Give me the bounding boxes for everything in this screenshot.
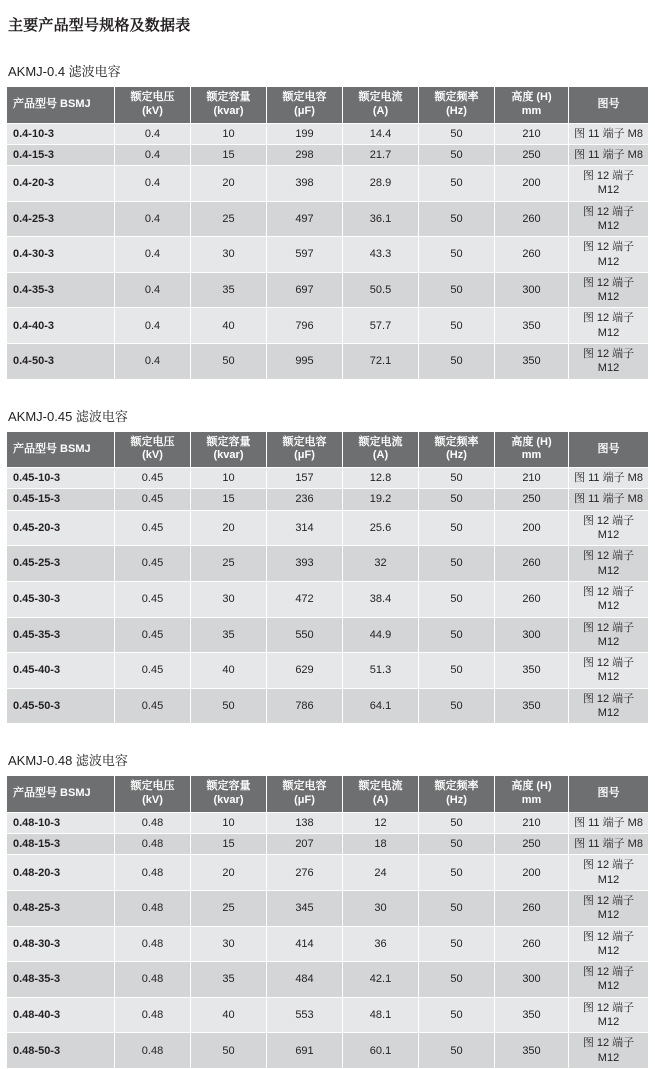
cell-model: 0.48-15-3 <box>7 834 115 855</box>
table-cell: 36.1 <box>343 201 419 237</box>
table-cell: 50 <box>419 237 495 273</box>
table-body <box>7 123 649 379</box>
column-header-voltage <box>115 776 191 813</box>
table-cell: 50 <box>419 962 495 998</box>
table-cell: 276 <box>267 855 343 891</box>
table-cell: 210 <box>495 812 569 833</box>
table-cell: 314 <box>267 510 343 546</box>
table-cell: 64.1 <box>343 688 419 724</box>
page-title: 主要产品型号规格及数据表 <box>8 17 191 34</box>
table-cell: 图 11 端子 M8 <box>569 812 649 833</box>
table-cell: 14.4 <box>343 123 419 144</box>
cell-model: 0.48-35-3 <box>7 962 115 998</box>
table-row <box>7 510 649 546</box>
table-cell: 50 <box>419 166 495 202</box>
column-header-capacity <box>191 776 267 813</box>
table-cell: 图 12 端子 M12 <box>569 962 649 998</box>
table-cell: 200 <box>495 855 569 891</box>
table-cell: 50 <box>419 308 495 344</box>
table-cell: 15 <box>191 489 267 510</box>
cell-model: 0.4-20-3 <box>7 166 115 202</box>
table-cell: 30 <box>191 581 267 617</box>
table-cell: 497 <box>267 201 343 237</box>
column-header-height-line1: 高度 (H) <box>511 780 552 793</box>
cell-model: 0.4-15-3 <box>7 144 115 165</box>
column-header-figure: 图号 <box>569 776 649 813</box>
section-title: AKMJ-0.45 滤波电容 <box>8 408 128 424</box>
table-body <box>7 468 649 724</box>
table-row <box>7 1033 649 1069</box>
table-cell: 图 12 端子 M12 <box>569 891 649 927</box>
column-header-frequency-line1: 额定频率 <box>434 91 479 103</box>
table-cell: 0.4 <box>115 344 191 380</box>
table-cell: 图 12 端子 M12 <box>569 688 649 724</box>
cell-model: 0.45-25-3 <box>7 546 115 582</box>
column-header-voltage <box>115 431 191 468</box>
column-header-capacitance-line1: 额定电容 <box>282 435 327 448</box>
section-akmj-048 <box>6 750 649 1069</box>
table-cell: 260 <box>495 581 569 617</box>
table-cell: 50 <box>419 272 495 308</box>
column-header-capacity-line1: 额定容量 <box>206 780 251 793</box>
table-cell: 40 <box>191 653 267 689</box>
table-cell: 0.45 <box>115 510 191 546</box>
table-row <box>7 581 649 617</box>
table-header-row <box>7 87 649 124</box>
table-cell: 48.1 <box>343 997 419 1033</box>
table-row <box>7 546 649 582</box>
table-cell: 250 <box>495 144 569 165</box>
table-row <box>7 237 649 273</box>
table-row <box>7 926 649 962</box>
table-cell: 350 <box>495 344 569 380</box>
column-header-capacitance <box>267 776 343 813</box>
cell-model: 0.4-35-3 <box>7 272 115 308</box>
table-cell: 图 12 端子 M12 <box>569 855 649 891</box>
table-body <box>7 812 649 1068</box>
table-cell: 250 <box>495 489 569 510</box>
table-cell: 0.48 <box>115 891 191 927</box>
column-header-capacitance-line1: 额定电容 <box>282 780 327 793</box>
table-row <box>7 997 649 1033</box>
column-header-capacitance-line2: (μF) <box>294 794 315 807</box>
table-cell: 0.4 <box>115 123 191 144</box>
table-cell: 50 <box>419 834 495 855</box>
table-row <box>7 144 649 165</box>
column-header-current-line2: (A) <box>372 104 389 117</box>
spec-table <box>6 775 649 1069</box>
table-cell: 35 <box>191 272 267 308</box>
table-cell: 图 12 端子 M12 <box>569 344 649 380</box>
table-cell: 图 12 端子 M12 <box>569 272 649 308</box>
section-title: AKMJ-0.48 滤波电容 <box>8 753 128 769</box>
table-cell: 200 <box>495 510 569 546</box>
table-cell: 50 <box>191 688 267 724</box>
column-header-capacity-line2: (kvar) <box>213 794 244 807</box>
table-cell: 图 12 端子 M12 <box>569 546 649 582</box>
column-header-height <box>495 431 569 468</box>
table-cell: 25 <box>191 201 267 237</box>
table-cell: 0.45 <box>115 688 191 724</box>
table-cell: 35 <box>191 962 267 998</box>
cell-model: 0.48-30-3 <box>7 926 115 962</box>
cell-model: 0.48-25-3 <box>7 891 115 927</box>
column-header-capacitance <box>267 431 343 468</box>
table-cell: 350 <box>495 997 569 1033</box>
table-row <box>7 812 649 833</box>
column-header-frequency <box>419 87 495 124</box>
table-cell: 50 <box>419 144 495 165</box>
table-cell: 28.9 <box>343 166 419 202</box>
table-cell: 25 <box>191 546 267 582</box>
table-cell: 50 <box>419 653 495 689</box>
table-cell: 50 <box>419 855 495 891</box>
table-cell: 796 <box>267 308 343 344</box>
table-cell: 19.2 <box>343 489 419 510</box>
table-cell: 图 12 端子 M12 <box>569 510 649 546</box>
table-cell: 50 <box>419 997 495 1033</box>
column-header-height-line2: mm <box>521 794 542 807</box>
column-header-capacity-line1: 额定容量 <box>206 91 251 103</box>
table-cell: 50.5 <box>343 272 419 308</box>
table-cell: 43.3 <box>343 237 419 273</box>
table-cell: 393 <box>267 546 343 582</box>
table-cell: 40 <box>191 997 267 1033</box>
section-title: AKMJ-0.4 滤波电容 <box>8 64 121 79</box>
column-header-model: 产品型号 BSMJ <box>7 87 115 124</box>
table-cell: 36 <box>343 926 419 962</box>
cell-model: 0.45-40-3 <box>7 653 115 689</box>
cell-model: 0.45-10-3 <box>7 468 115 489</box>
column-header-figure: 图号 <box>569 431 649 468</box>
table-cell: 691 <box>267 1033 343 1069</box>
cell-model: 0.4-30-3 <box>7 237 115 273</box>
table-cell: 25 <box>191 891 267 927</box>
table-cell: 472 <box>267 581 343 617</box>
table-cell: 32 <box>343 546 419 582</box>
column-header-current-line2: (A) <box>372 794 389 807</box>
column-header-capacitance-line1: 额定电容 <box>282 91 327 103</box>
column-header-model: 产品型号 BSMJ <box>7 776 115 813</box>
table-cell: 629 <box>267 653 343 689</box>
table-row <box>7 308 649 344</box>
table-cell: 图 12 端子 M12 <box>569 997 649 1033</box>
cell-model: 0.48-10-3 <box>7 812 115 833</box>
table-row <box>7 344 649 380</box>
cell-model: 0.48-50-3 <box>7 1033 115 1069</box>
cell-model: 0.45-50-3 <box>7 688 115 724</box>
table-cell: 0.4 <box>115 237 191 273</box>
column-header-capacitance <box>267 87 343 124</box>
table-cell: 210 <box>495 123 569 144</box>
cell-model: 0.4-25-3 <box>7 201 115 237</box>
table-cell: 50 <box>419 812 495 833</box>
table-cell: 0.45 <box>115 468 191 489</box>
table-row <box>7 891 649 927</box>
table-cell: 15 <box>191 834 267 855</box>
table-cell: 157 <box>267 468 343 489</box>
table-row <box>7 688 649 724</box>
table-cell: 199 <box>267 123 343 144</box>
table-cell: 0.48 <box>115 926 191 962</box>
table-cell: 60.1 <box>343 1033 419 1069</box>
table-cell: 260 <box>495 926 569 962</box>
table-cell: 图 11 端子 M8 <box>569 834 649 855</box>
table-cell: 50 <box>419 201 495 237</box>
table-cell: 995 <box>267 344 343 380</box>
table-cell: 0.48 <box>115 997 191 1033</box>
column-header-current-line2: (A) <box>372 449 389 462</box>
table-row <box>7 166 649 202</box>
cell-model: 0.45-30-3 <box>7 581 115 617</box>
table-row <box>7 201 649 237</box>
table-cell: 260 <box>495 201 569 237</box>
table-cell: 236 <box>267 489 343 510</box>
table-cell: 图 12 端子 M12 <box>569 653 649 689</box>
table-cell: 345 <box>267 891 343 927</box>
column-header-height-line1: 高度 (H) <box>511 91 552 103</box>
table-cell: 0.45 <box>115 653 191 689</box>
table-cell: 50 <box>419 123 495 144</box>
table-cell: 0.48 <box>115 855 191 891</box>
column-header-current <box>343 87 419 124</box>
column-header-frequency-line2: (Hz) <box>446 449 467 462</box>
table-cell: 40 <box>191 308 267 344</box>
table-cell: 50 <box>419 489 495 510</box>
table-cell: 44.9 <box>343 617 419 653</box>
column-header-frequency-line2: (Hz) <box>446 104 467 117</box>
table-cell: 12 <box>343 812 419 833</box>
table-cell: 图 12 端子 M12 <box>569 1033 649 1069</box>
table-cell: 57.7 <box>343 308 419 344</box>
table-cell: 图 11 端子 M8 <box>569 144 649 165</box>
column-header-current <box>343 431 419 468</box>
table-cell: 25.6 <box>343 510 419 546</box>
table-cell: 0.48 <box>115 962 191 998</box>
column-header-frequency <box>419 776 495 813</box>
table-cell: 0.45 <box>115 546 191 582</box>
table-cell: 0.45 <box>115 617 191 653</box>
table-cell: 图 12 端子 M12 <box>569 166 649 202</box>
table-cell: 42.1 <box>343 962 419 998</box>
table-cell: 10 <box>191 123 267 144</box>
table-row <box>7 468 649 489</box>
table-cell: 50 <box>191 344 267 380</box>
table-row <box>7 962 649 998</box>
column-header-height-line2: mm <box>521 104 542 117</box>
column-header-capacitance-line2: (μF) <box>294 104 315 117</box>
column-header-frequency <box>419 431 495 468</box>
column-header-model: 产品型号 BSMJ <box>7 431 115 468</box>
table-cell: 50 <box>419 926 495 962</box>
table-cell: 20 <box>191 510 267 546</box>
table-cell: 300 <box>495 617 569 653</box>
table-cell: 553 <box>267 997 343 1033</box>
table-row <box>7 653 649 689</box>
table-cell: 0.48 <box>115 1033 191 1069</box>
column-header-current-line1: 额定电流 <box>358 435 403 448</box>
column-header-height-line2: mm <box>521 449 542 462</box>
column-header-voltage-line2: (kV) <box>142 104 163 117</box>
section-akmj-045 <box>6 406 649 725</box>
table-cell: 图 12 端子 M12 <box>569 617 649 653</box>
table-cell: 0.48 <box>115 834 191 855</box>
table-cell: 550 <box>267 617 343 653</box>
table-header-row <box>7 431 649 468</box>
cell-model: 0.4-40-3 <box>7 308 115 344</box>
table-cell: 50 <box>419 468 495 489</box>
spec-table <box>6 86 649 380</box>
table-cell: 0.4 <box>115 272 191 308</box>
table-cell: 图 11 端子 M8 <box>569 468 649 489</box>
table-cell: 50 <box>419 688 495 724</box>
table-cell: 10 <box>191 468 267 489</box>
column-header-current <box>343 776 419 813</box>
table-cell: 350 <box>495 308 569 344</box>
table-cell: 200 <box>495 166 569 202</box>
cell-model: 0.45-20-3 <box>7 510 115 546</box>
table-cell: 0.45 <box>115 489 191 510</box>
table-cell: 50 <box>419 581 495 617</box>
table-cell: 图 12 端子 M12 <box>569 237 649 273</box>
table-cell: 30 <box>343 891 419 927</box>
table-cell: 50 <box>419 546 495 582</box>
table-cell: 250 <box>495 834 569 855</box>
table-cell: 300 <box>495 962 569 998</box>
table-cell: 20 <box>191 855 267 891</box>
column-header-frequency-line2: (Hz) <box>446 794 467 807</box>
table-cell: 15 <box>191 144 267 165</box>
table-cell: 260 <box>495 891 569 927</box>
table-cell: 50 <box>419 891 495 927</box>
table-cell: 18 <box>343 834 419 855</box>
table-cell: 图 11 端子 M8 <box>569 489 649 510</box>
table-cell: 260 <box>495 237 569 273</box>
table-cell: 50 <box>419 344 495 380</box>
column-header-current-line1: 额定电流 <box>358 780 403 793</box>
table-row <box>7 834 649 855</box>
table-cell: 50 <box>191 1033 267 1069</box>
table-cell: 50 <box>419 617 495 653</box>
cell-model: 0.4-10-3 <box>7 123 115 144</box>
column-header-capacity-line2: (kvar) <box>213 449 244 462</box>
table-cell: 350 <box>495 653 569 689</box>
column-header-capacity <box>191 87 267 124</box>
table-cell: 图 12 端子 M12 <box>569 308 649 344</box>
column-header-height <box>495 776 569 813</box>
section-akmj-04 <box>6 61 649 380</box>
column-header-height-line1: 高度 (H) <box>511 435 552 448</box>
column-header-capacitance-line2: (μF) <box>294 449 315 462</box>
table-cell: 50 <box>419 1033 495 1069</box>
table-cell: 图 12 端子 M12 <box>569 581 649 617</box>
table-header-row <box>7 776 649 813</box>
table-cell: 20 <box>191 166 267 202</box>
table-cell: 697 <box>267 272 343 308</box>
table-cell: 21.7 <box>343 144 419 165</box>
table-cell: 12.8 <box>343 468 419 489</box>
table-cell: 786 <box>267 688 343 724</box>
table-cell: 38.4 <box>343 581 419 617</box>
column-header-voltage-line2: (kV) <box>142 794 163 807</box>
table-cell: 0.45 <box>115 581 191 617</box>
column-header-voltage <box>115 87 191 124</box>
column-header-voltage-line1: 额定电压 <box>130 780 175 793</box>
table-row <box>7 489 649 510</box>
table-cell: 207 <box>267 834 343 855</box>
spec-table <box>6 431 649 725</box>
table-cell: 0.4 <box>115 144 191 165</box>
table-cell: 0.48 <box>115 812 191 833</box>
column-header-frequency-line1: 额定频率 <box>434 780 479 793</box>
table-cell: 484 <box>267 962 343 998</box>
column-header-voltage-line1: 额定电压 <box>130 91 175 103</box>
table-cell: 51.3 <box>343 653 419 689</box>
table-row <box>7 272 649 308</box>
table-cell: 0.4 <box>115 308 191 344</box>
column-header-voltage-line2: (kV) <box>142 449 163 462</box>
table-row <box>7 617 649 653</box>
table-cell: 350 <box>495 688 569 724</box>
cell-model: 0.48-20-3 <box>7 855 115 891</box>
table-cell: 10 <box>191 812 267 833</box>
column-header-figure: 图号 <box>569 87 649 124</box>
table-cell: 0.4 <box>115 201 191 237</box>
table-row <box>7 123 649 144</box>
table-cell: 24 <box>343 855 419 891</box>
table-cell: 260 <box>495 546 569 582</box>
table-cell: 138 <box>267 812 343 833</box>
cell-model: 0.4-50-3 <box>7 344 115 380</box>
cell-model: 0.45-35-3 <box>7 617 115 653</box>
table-cell: 30 <box>191 926 267 962</box>
table-cell: 398 <box>267 166 343 202</box>
table-cell: 414 <box>267 926 343 962</box>
cell-model: 0.48-40-3 <box>7 997 115 1033</box>
column-header-voltage-line1: 额定电压 <box>130 435 175 448</box>
table-cell: 50 <box>419 510 495 546</box>
table-cell: 298 <box>267 144 343 165</box>
table-cell: 35 <box>191 617 267 653</box>
column-header-height <box>495 87 569 124</box>
table-cell: 图 12 端子 M12 <box>569 926 649 962</box>
table-cell: 图 12 端子 M12 <box>569 201 649 237</box>
column-header-capacity-line2: (kvar) <box>213 104 244 117</box>
column-header-capacity-line1: 额定容量 <box>206 435 251 448</box>
table-cell: 72.1 <box>343 344 419 380</box>
table-cell: 300 <box>495 272 569 308</box>
table-cell: 图 11 端子 M8 <box>569 123 649 144</box>
column-header-frequency-line1: 额定频率 <box>434 435 479 448</box>
table-cell: 30 <box>191 237 267 273</box>
column-header-current-line1: 额定电流 <box>358 91 403 103</box>
table-row <box>7 855 649 891</box>
table-cell: 350 <box>495 1033 569 1069</box>
table-cell: 0.4 <box>115 166 191 202</box>
table-cell: 597 <box>267 237 343 273</box>
cell-model: 0.45-15-3 <box>7 489 115 510</box>
table-cell: 210 <box>495 468 569 489</box>
column-header-capacity <box>191 431 267 468</box>
